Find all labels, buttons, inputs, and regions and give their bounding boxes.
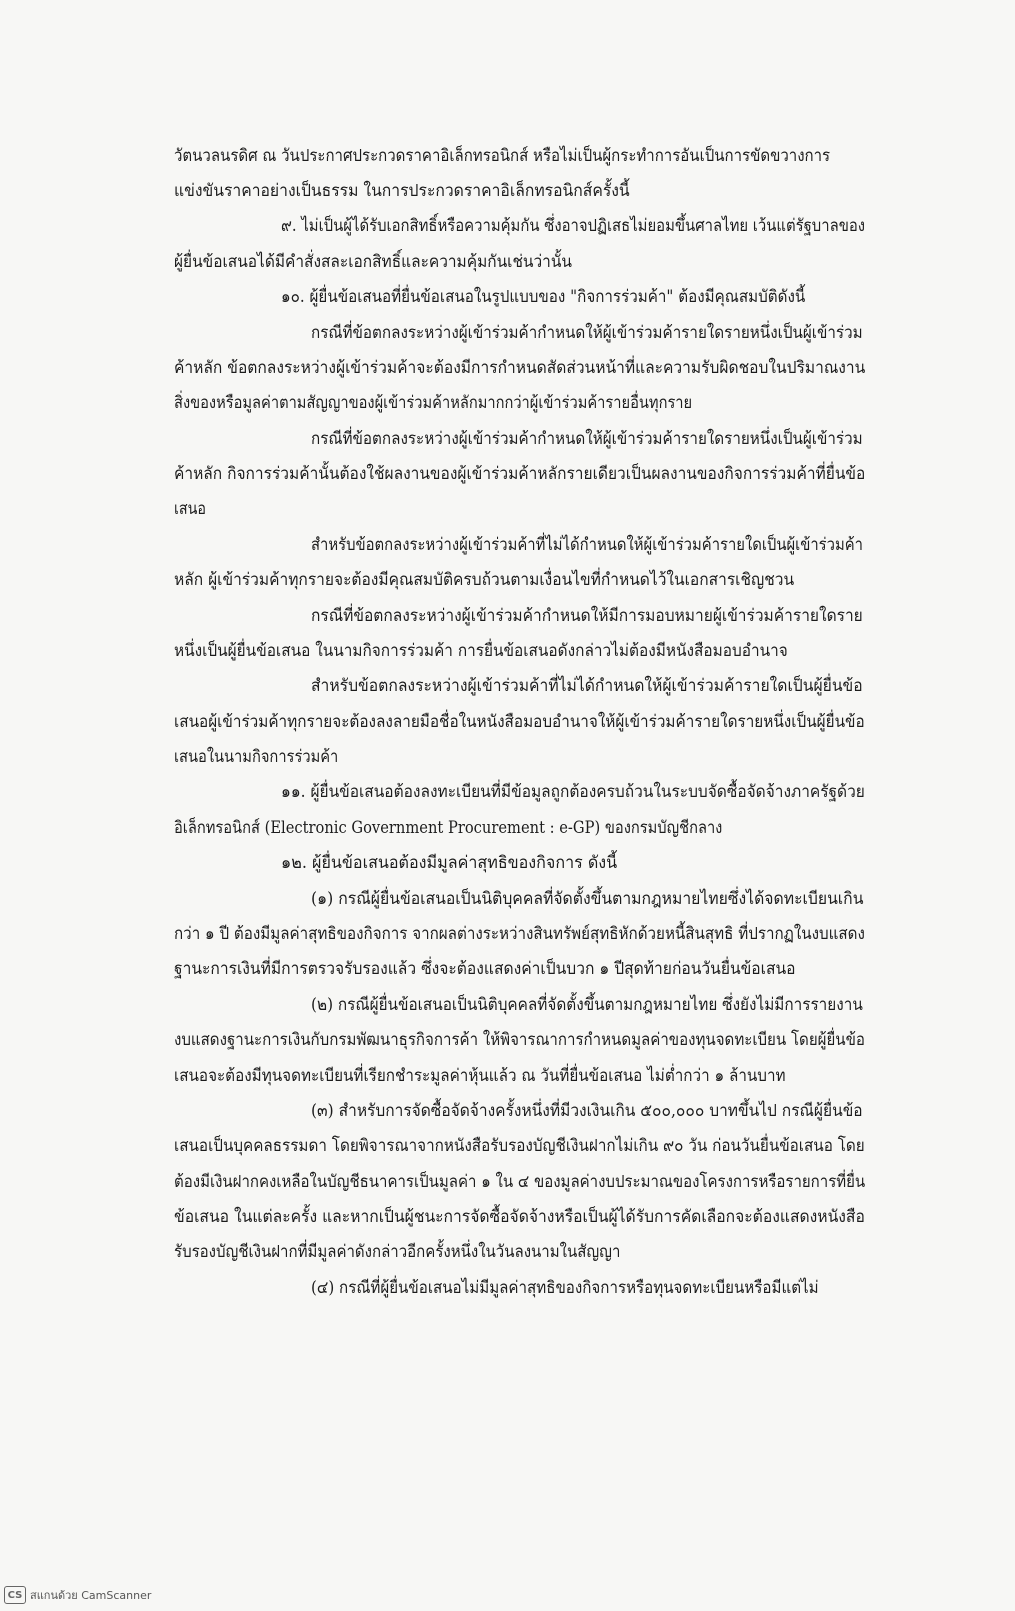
text-line: กว่า ๑ ปี ต้องมีมูลค่าสุทธิของกิจการ จากผลต่างระหว่างสินทรัพย์สุทธิหักด้วยหนี้สินสุทธิ ที่ปรากฏในงบแสดง — [174, 924, 865, 944]
text-line: หนึ่งเป็นผู้ยื่นข้อเสนอ ในนามกิจการร่วมค้า การยื่นข้อเสนอดังกล่าวไม่ต้องมีหนังสือมอบอำนาจ — [174, 641, 788, 661]
scanner-watermark — [4, 1586, 151, 1604]
camscanner-logo: CS — [4, 1586, 26, 1604]
text-line: สำหรับข้อตกลงระหว่างผู้เข้าร่วมค้าที่ไม่ได้กำหนดให้ผู้เข้าร่วมค้ารายใดเป็นผู้เข้าร่วมค้า — [311, 535, 863, 555]
text-line: เสนอ — [174, 499, 207, 519]
text-line: สำหรับข้อตกลงระหว่างผู้เข้าร่วมค้าที่ไม่ได้กำหนดให้ผู้เข้าร่วมค้ารายใดเป็นผู้ยื่นข้อ — [311, 676, 863, 696]
text-line: เสนอเป็นบุคคลธรรมดา โดยพิจารณาจากหนังสือรับรองบัญชีเงินฝากไม่เกิน ๙๐ วัน ก่อนวันยื่นข้อเสนอ โดย — [174, 1136, 865, 1156]
text-line: ผู้ยื่นข้อเสนอได้มีคำสั่งสละเอกสิทธิ์และความคุ้มกันเช่นว่านั้น — [174, 252, 572, 272]
text-line: ค้าหลัก กิจการร่วมค้านั้นต้องใช้ผลงานของผู้เข้าร่วมค้าหลักรายเดียวเป็นผลงานของกิจการร่วมค้าที่ยื่นข้อ — [174, 464, 866, 484]
text-line: กรณีที่ข้อตกลงระหว่างผู้เข้าร่วมค้ากำหนดให้ผู้เข้าร่วมค้ารายใดรายหนึ่งเป็นผู้เข้าร่วม — [311, 429, 863, 449]
text-line: (๑) กรณีผู้ยื่นข้อเสนอเป็นนิติบุคคลที่จัดตั้งขึ้นตามกฎหมายไทยซึ่งได้จดทะเบียนเกิน — [311, 889, 864, 909]
text-line: ฐานะการเงินที่มีการตรวจรับรองแล้ว ซึ่งจะต้องแสดงค่าเป็นบวก ๑ ปีสุดท้ายก่อนวันยื่นข้อเสนอ — [174, 959, 796, 979]
watermark-text: สแกนด้วย CamScanner — [30, 1589, 152, 1602]
text-line: หลัก ผู้เข้าร่วมค้าทุกรายจะต้องมีคุณสมบัติครบถ้วนตามเงื่อนไขที่กำหนดไว้ในเอกสารเชิญชวน — [174, 570, 795, 590]
text-line: (๒) กรณีผู้ยื่นข้อเสนอเป็นนิติบุคคลที่จัดตั้งขึ้นตามกฎหมายไทย ซึ่งยังไม่มีการรายงาน — [311, 995, 863, 1015]
text-line: ๑๒. ผู้ยื่นข้อเสนอต้องมีมูลค่าสุทธิของกิจการ ดังนี้ — [281, 853, 618, 873]
text-line: รับรองบัญชีเงินฝากที่มีมูลค่าดังกล่าวอีกครั้งหนึ่งในวันลงนามในสัญญา — [174, 1242, 621, 1262]
text-line: อิเล็กทรอนิกส์ (Electronic Government Procurement : e-GP) ของกรมบัญชีกลาง — [174, 818, 723, 838]
text-line: ต้องมีเงินฝากคงเหลือในบัญชีธนาคารเป็นมูลค่า ๑ ใน ๔ ของมูลค่างบประมาณของโครงการหรือรายการที่ยื่น — [174, 1172, 866, 1192]
text-line: กรณีที่ข้อตกลงระหว่างผู้เข้าร่วมค้ากำหนดให้ผู้เข้าร่วมค้ารายใดรายหนึ่งเป็นผู้เข้าร่วม — [311, 323, 863, 343]
text-line: งบแสดงฐานะการเงินกับกรมพัฒนาธุรกิจการค้า ให้พิจารณาการกำหนดมูลค่าของทุนจดทะเบียน โดยผู้ยื่นข้อ — [174, 1030, 865, 1050]
text-line: ๑๑. ผู้ยื่นข้อเสนอต้องลงทะเบียนที่มีข้อมูลถูกต้องครบถ้วนในระบบจัดซื้อจัดจ้างภาครัฐด้วย — [281, 782, 865, 802]
text-line: ๑๐. ผู้ยื่นข้อเสนอที่ยื่นข้อเสนอในรูปแบบของ "กิจการร่วมค้า" ต้องมีคุณสมบัติดังนี้ — [281, 287, 806, 307]
text-line: กรณีที่ข้อตกลงระหว่างผู้เข้าร่วมค้ากำหนดให้มีการมอบหมายผู้เข้าร่วมค้ารายใดราย — [311, 606, 863, 626]
text-line: สิ่งของหรือมูลค่าตามสัญญาของผู้เข้าร่วมค้าหลักมากกว่าผู้เข้าร่วมค้ารายอื่นทุกราย — [174, 393, 693, 413]
text-line: แข่งขันราคาอย่างเป็นธรรม ในการประกวดราคาอิเล็กทรอนิกส์ครั้งนี้ — [174, 181, 630, 201]
text-line: เสนอผู้เข้าร่วมค้าทุกรายจะต้องลงลายมือชื่อในหนังสือมอบอำนาจให้ผู้เข้าร่วมค้ารายใดรายหนึ่งเป็นผู้ยื่นข้อ — [174, 712, 865, 732]
text-line: ๙. ไม่เป็นผู้ได้รับเอกสิทธิ์หรือความคุ้มกัน ซึ่งอาจปฏิเสธไม่ยอมขึ้นศาลไทย เว้นแต่รัฐบาลของ — [281, 216, 866, 236]
text-line: วัตนวลนรดิศ ณ วันประกาศประกวดราคาอิเล็กทรอนิกส์ หรือไม่เป็นผู้กระทำการอันเป็นการขัดขวางการ — [174, 146, 831, 166]
text-line: (๓) สำหรับการจัดซื้อจัดจ้างครั้งหนึ่งที่มีวงเงินเกิน ๕๐๐,๐๐๐ บาทขึ้นไป กรณีผู้ยื่นข้อ — [311, 1101, 863, 1121]
text-line: (๔) กรณีที่ผู้ยื่นข้อเสนอไม่มีมูลค่าสุทธิของกิจการหรือทุนจดทะเบียนหรือมีแต่ไม่ — [311, 1278, 819, 1298]
text-line: ข้อเสนอ ในแต่ละครั้ง และหากเป็นผู้ชนะการจัดซื้อจัดจ้างหรือเป็นผู้ได้รับการคัดเลือกจะต้องแสดงหนังสือ — [174, 1207, 865, 1227]
text-line: ค้าหลัก ข้อตกลงระหว่างผู้เข้าร่วมค้าจะต้องมีการกำหนดสัดส่วนหน้าที่และความรับผิดชอบในปริมาณงาน — [174, 358, 866, 378]
text-line: เสนอจะต้องมีทุนจดทะเบียนที่เรียกชำระมูลค่าหุ้นแล้ว ณ วันที่ยื่นข้อเสนอ ไม่ต่ำกว่า ๑ ล้านบาท — [174, 1066, 786, 1086]
text-line: เสนอในนามกิจการร่วมค้า — [174, 747, 339, 767]
